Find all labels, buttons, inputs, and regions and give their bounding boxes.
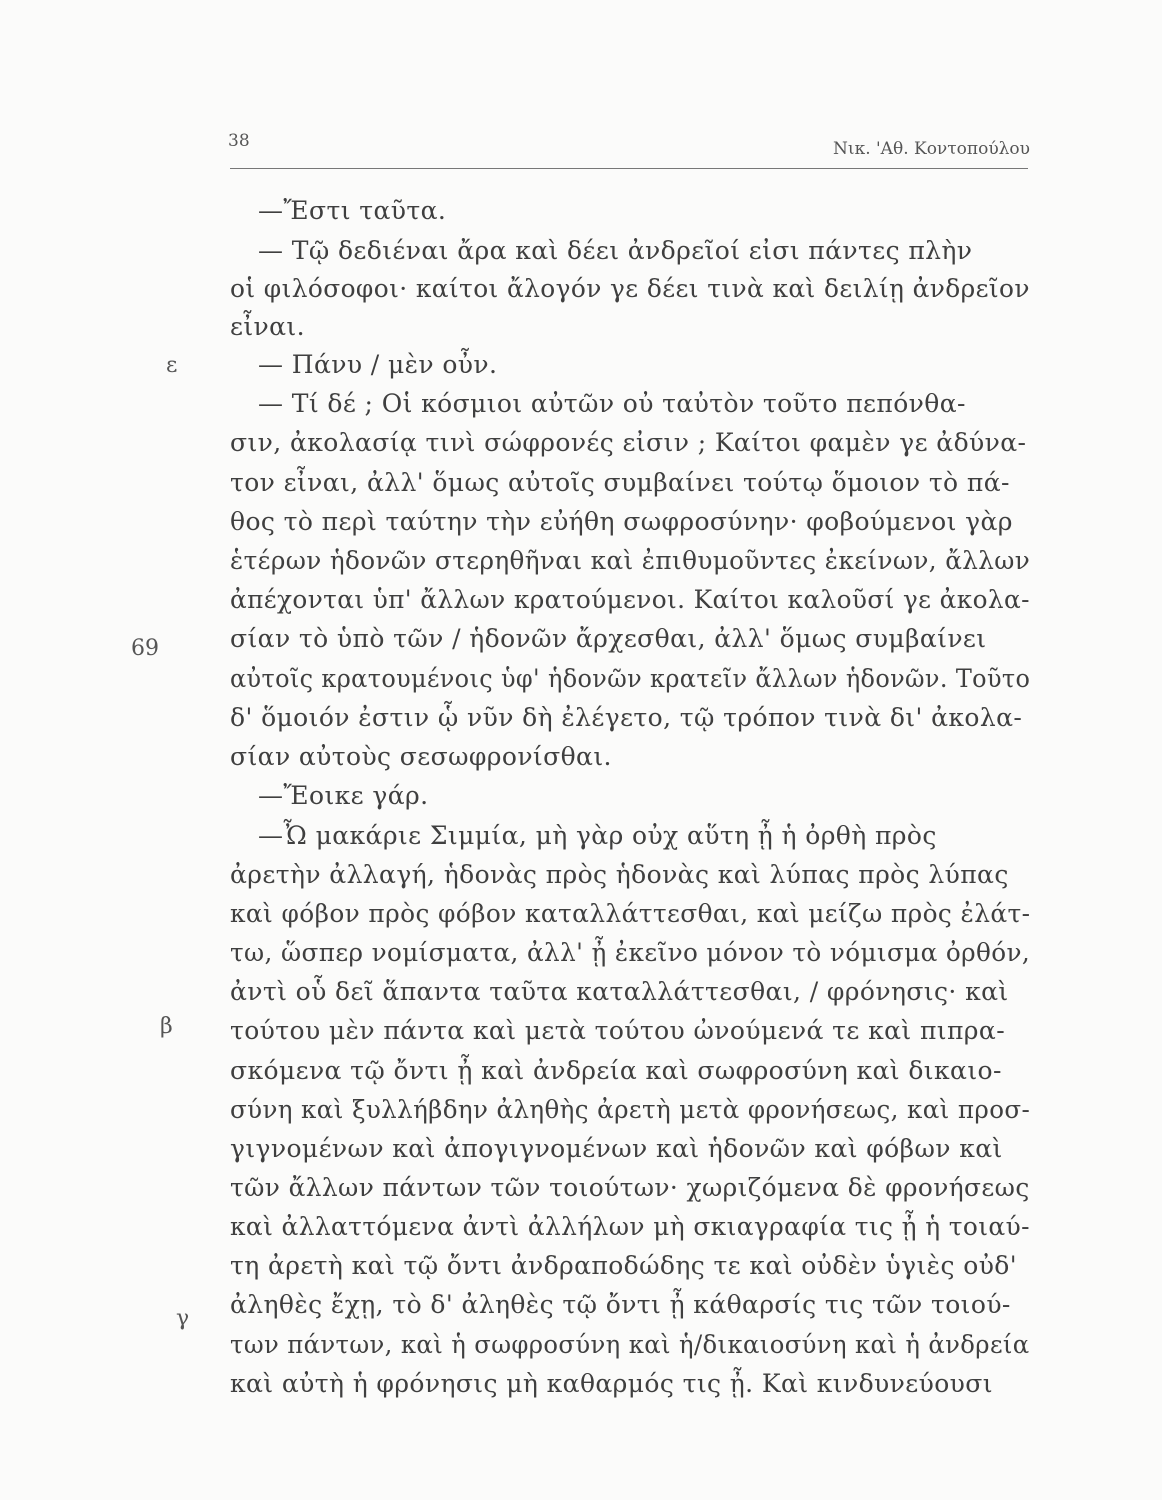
text-line: — Τί δέ ; Οἱ κόσμιοι αὐτῶν οὐ ταὐτὸν τοῦτο πεπόνθα- [258,389,966,418]
text-line: εἶναι. [230,312,305,341]
text-line: —Ὦ μακάριε Σιμμία, μὴ γὰρ οὐχ αὕτη ᾖ ἡ ὀρθὴ πρὸς [258,821,937,850]
text-line: τη ἀρετὴ καὶ τῷ ὄντι ἀνδραποδώδης τε καὶ οὐδὲν ὑγιὲς οὐδ' [230,1251,1018,1280]
text-line: σίαν τὸ ὑπὸ τῶν / ἡδονῶν ἄρχεσθαι, ἀλλ' ὅμως συμβαίνει [230,624,987,653]
margin-label-gamma: γ [176,1306,190,1331]
text-line: γιγνομένων καὶ ἀπογιγνομένων καὶ ἡδονῶν καὶ φόβων καὶ [230,1134,1003,1163]
text-line: σιν, ἀκολασίᾳ τινὶ σώφρονές εἰσιν ; Καίτοι φαμὲν γε ἀδύνα- [230,428,1027,457]
text-line: —Ἔοικε γάρ. [258,781,429,810]
text-line: θος τὸ περὶ ταύτην τὴν εὐήθη σωφροσύνην· φοβούμενοι γὰρ [230,507,1013,536]
text-line: των πάντων, καὶ ἡ σωφροσύνη καὶ ἡ/δικαιοσύνη καὶ ἡ ἀνδρεία [230,1330,1030,1359]
running-head: Νικ. 'Αθ. Κοντοπούλου [833,139,1030,159]
text-line: ἀληθὲς ἔχῃ, τὸ δ' ἀληθὲς τῷ ὄντι ᾖ κάθαρσίς τις τῶν τοιού- [230,1290,1011,1319]
text-line: τῶν ἄλλων πάντων τῶν τοιούτων· χωριζόμενα δὲ φρονήσεως [230,1173,1030,1202]
text-line: — Τῷ δεδιέναι ἄρα καὶ δέει ἀνδρεῖοί εἰσι πάντες πλὴν [258,236,973,265]
margin-label-beta: β [160,1014,173,1039]
text-line: καὶ ἀλλαττόμενα ἀντὶ ἀλλήλων μὴ σκιαγραφία τις ᾖ ἡ τοιαύ- [230,1212,1030,1241]
text-line: σύνη καὶ ξυλλήβδην ἀληθὴς ἀρετὴ μετὰ φρονήσεως, καὶ προσ- [230,1095,1031,1124]
margin-label-69: 69 [131,636,159,661]
text-line: —Ἔστι ταῦτα. [258,196,447,225]
text-line: ἀπέχονται ὑπ' ἄλλων κρατούμενοι. Καίτοι καλοῦσί γε ἀκολα- [230,585,1030,614]
text-line: σίαν αὐτοὺς σεσωφρονίσθαι. [230,742,612,771]
text-line: καὶ αὐτὴ ἡ φρόνησις μὴ καθαρμός τις ᾖ. Καὶ κινδυνεύουσι [230,1369,993,1398]
text-line: ἀντὶ οὗ δεῖ ἅπαντα ταῦτα καταλλάττεσθαι, / φρόνησις· καὶ [230,977,1009,1006]
text-line: δ' ὅμοιόν ἐστιν ᾧ νῦν δὴ ἐλέγετο, τῷ τρόπον τινὰ δι' ἀκολα- [230,703,1023,732]
text-line: οἱ φιλόσοφοι· καίτοι ἄλογόν γε δέει τινὰ καὶ δειλίῃ ἀνδρεῖον [230,274,1030,303]
text-line: ἀρετὴν ἀλλαγή, ἡδονὰς πρὸς ἡδονὰς καὶ λύπας πρὸς λύπας [230,860,1009,889]
header-rule [230,168,1028,169]
text-line: τον εἶναι, ἀλλ' ὅμως αὐτοῖς συμβαίνει τούτῳ ὅμοιον τὸ πά- [230,468,1010,497]
text-line: ἑτέρων ἡδονῶν στερηθῆναι καὶ ἐπιθυμοῦντες ἐκείνων, ἄλλων [230,546,1031,575]
text-line: τω, ὥσπερ νομίσματα, ἀλλ' ᾖ ἐκεῖνο μόνον τὸ νόμισμα ὀρθόν, [230,938,1031,967]
text-line: καὶ φόβον πρὸς φόβον καταλλάττεσθαι, καὶ μείζω πρὸς ἐλάτ- [230,899,1031,928]
text-line: — Πάνυ / μὲν οὖν. [258,350,498,379]
text-line: σκόμενα τῷ ὄντι ᾖ καὶ ἀνδρεία καὶ σωφροσύνη καὶ δικαιο- [230,1056,1002,1085]
text-line: τούτου μὲν πάντα καὶ μετὰ τούτου ὠνούμενά τε καὶ πιπρα- [230,1016,1006,1045]
margin-label-epsilon: ε [166,353,178,378]
page-number: 38 [228,131,250,151]
text-line: αὐτοῖς κρατουμένοις ὑφ' ἡδονῶν κρατεῖν ἄλλων ἡδονῶν. Τοῦτο [230,664,1031,693]
